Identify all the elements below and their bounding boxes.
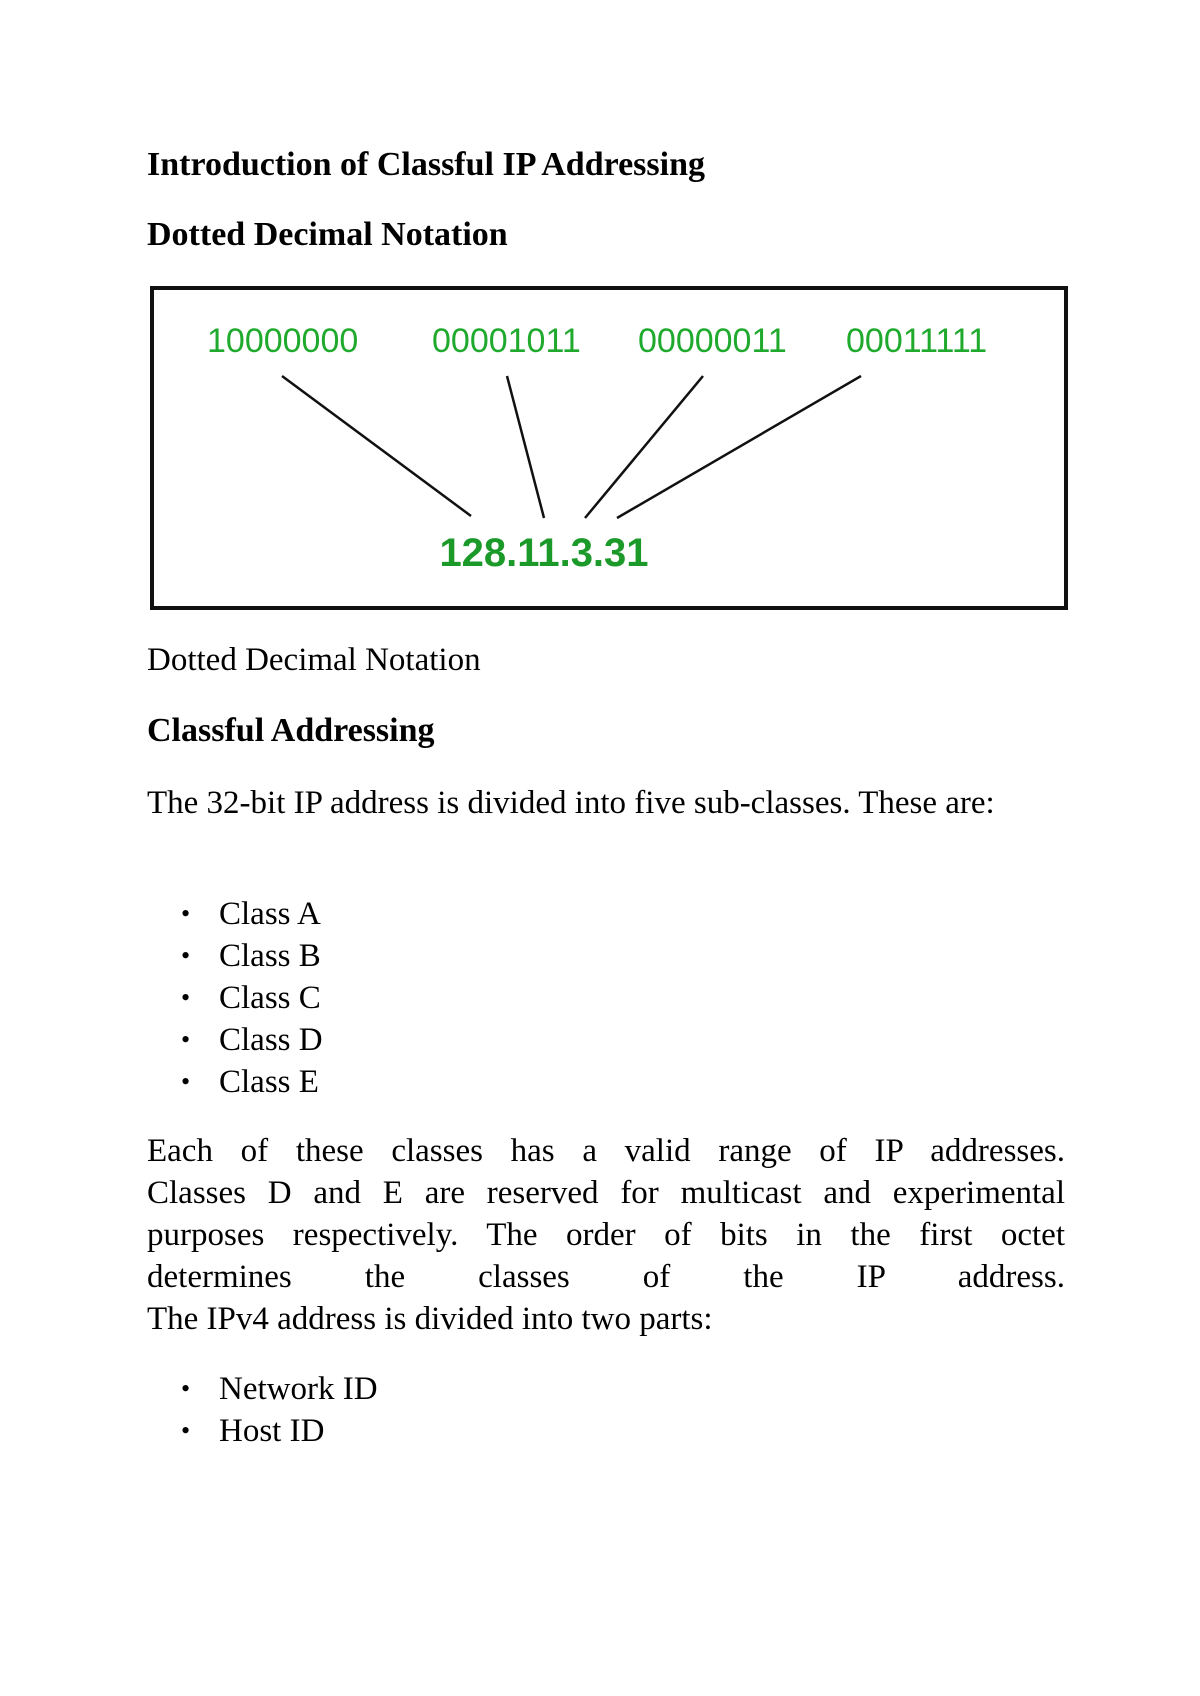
list-item (147, 935, 323, 977)
dotted-decimal-diagram (154, 290, 1064, 606)
bullet-icon: • (181, 983, 191, 1012)
list-item (147, 1368, 378, 1410)
intro-paragraph: The 32-bit IP address is divided into five sub-classes. These are: (147, 785, 995, 821)
list-item (147, 1019, 323, 1061)
document-title: Introduction of Classful IP Addressing (147, 146, 705, 183)
list-item-label: Network ID (219, 1371, 378, 1407)
ip-parts-list (147, 1368, 378, 1452)
dotted-decimal-figure (150, 286, 1068, 610)
bullet-icon: • (181, 899, 191, 928)
list-item (147, 977, 323, 1019)
connector-line-2 (507, 376, 544, 518)
bullet-icon: • (181, 1067, 191, 1096)
octet-2: 00001011 (432, 322, 581, 360)
classes-paragraph (147, 1130, 1065, 1340)
list-item (147, 893, 323, 935)
list-item-label: Class C (219, 980, 321, 1016)
octet-3: 00000011 (638, 322, 787, 360)
bullet-icon: • (181, 941, 191, 970)
octet-1: 10000000 (207, 322, 359, 360)
paragraph-line: determines the classes of the IP address. (147, 1259, 1065, 1295)
paragraph-line: Classes D and E are reserved for multicast and experimental (147, 1175, 1065, 1211)
connector-line-3 (585, 376, 703, 518)
ip-address-dotted: 128.11.3.31 (439, 531, 649, 575)
bullet-icon: • (181, 1374, 191, 1403)
list-item (147, 1061, 323, 1103)
connector-line-1 (282, 376, 471, 516)
list-item-label: Host ID (219, 1413, 325, 1449)
list-item-label: Class B (219, 938, 321, 974)
dotted-decimal-heading: Dotted Decimal Notation (147, 216, 508, 253)
class-list (147, 893, 323, 1103)
list-item-label: Class D (219, 1022, 323, 1058)
bullet-icon: • (181, 1025, 191, 1054)
octet-4: 00011111 (846, 322, 988, 360)
list-item (147, 1410, 378, 1452)
bullet-icon: • (181, 1416, 191, 1445)
classful-addressing-heading: Classful Addressing (147, 712, 435, 749)
list-item-label: Class E (219, 1064, 319, 1100)
figure-caption: Dotted Decimal Notation (147, 642, 481, 678)
paragraph-line: The IPv4 address is divided into two parts: (147, 1301, 713, 1337)
list-item-label: Class A (219, 896, 321, 932)
connector-line-4 (617, 376, 861, 518)
paragraph-line: purposes respectively. The order of bits in the first octet (147, 1217, 1065, 1253)
paragraph-line: Each of these classes has a valid range of IP addresses. (147, 1133, 1065, 1169)
